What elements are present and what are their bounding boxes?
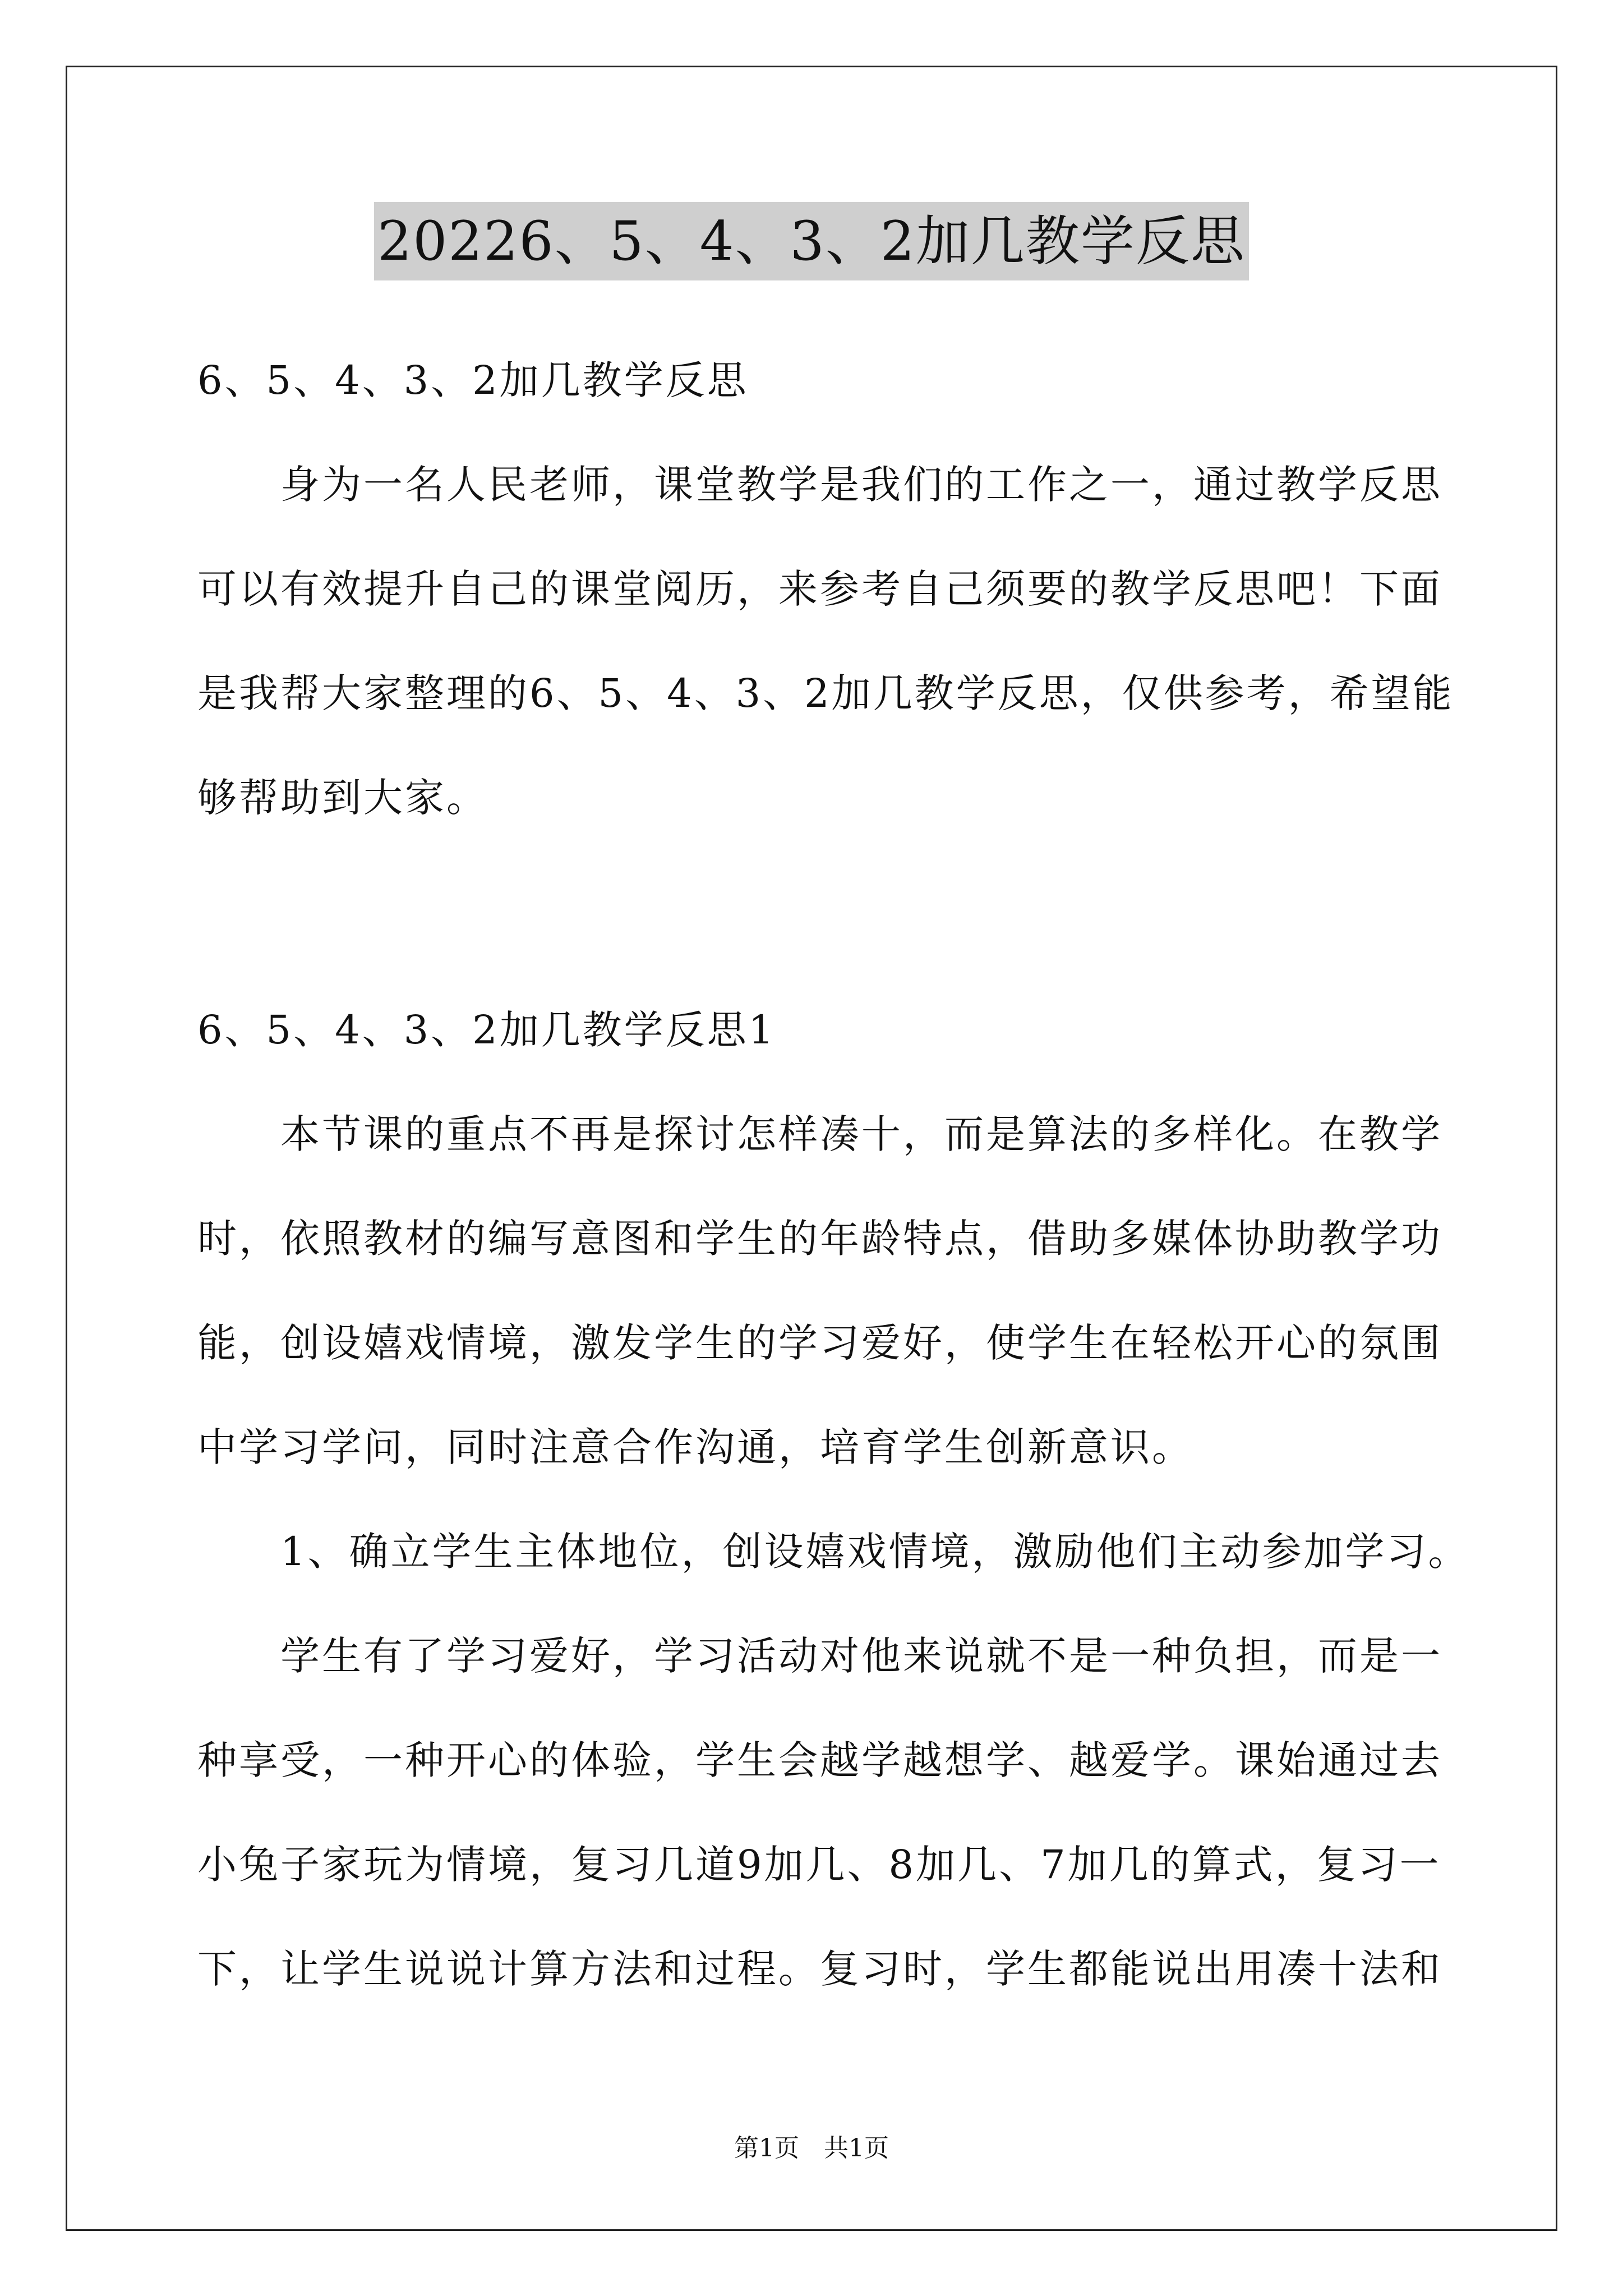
body-line-2: 时，依照教材的编写意图和学生的年龄特点，借助多媒体协助教学功 bbox=[197, 1216, 1442, 1262]
body-line-1: 本节课的重点不再是探讨怎样凑十，而是算法的多样化。在教学 bbox=[280, 1111, 1442, 1157]
body-line-4: 中学习学问，同时注意合作沟通，培育学生创新意识。 bbox=[197, 1424, 1193, 1470]
intro-line-4: 够帮助到大家。 bbox=[197, 775, 488, 821]
body-line-5: 1、确立学生主体地位，创设嬉戏情境，激励他们主动参加学习。 bbox=[280, 1529, 1470, 1575]
document-subtitle: 6、5、4、3、2加几教学反思 bbox=[197, 357, 749, 403]
title-container bbox=[0, 202, 1623, 280]
body-line-7: 种享受，一种开心的体验，学生会越学越想学、越爱学。课始通过去 bbox=[197, 1737, 1442, 1783]
page-footer: 第1页 共1页 bbox=[734, 2134, 889, 2162]
document-title: 20226、5、4、3、2加几教学反思 bbox=[374, 202, 1249, 280]
intro-line-1: 身为一名人民老师，课堂教学是我们的工作之一，通过教学反思 bbox=[280, 462, 1442, 508]
section-heading: 6、5、4、3、2加几教学反思1 bbox=[197, 1007, 776, 1053]
intro-line-2: 可以有效提升自己的课堂阅历，来参考自己须要的教学反思吧！下面 bbox=[197, 566, 1442, 612]
body-line-6: 学生有了学习爱好，学习活动对他来说就不是一种负担，而是一 bbox=[280, 1633, 1442, 1679]
intro-line-3: 是我帮大家整理的6、5、4、3、2加几教学反思，仅供参考，希望能 bbox=[197, 670, 1454, 716]
body-line-8: 小兔子家玩为情境，复习几道9加几、8加几、7加几的算式，复习一 bbox=[197, 1842, 1441, 1888]
body-line-3: 能，创设嬉戏情境，激发学生的学习爱好，使学生在轻松开心的氛围 bbox=[197, 1320, 1442, 1366]
body-line-9: 下，让学生说说计算方法和过程。复习时，学生都能说出用凑十法和 bbox=[197, 1946, 1442, 1992]
